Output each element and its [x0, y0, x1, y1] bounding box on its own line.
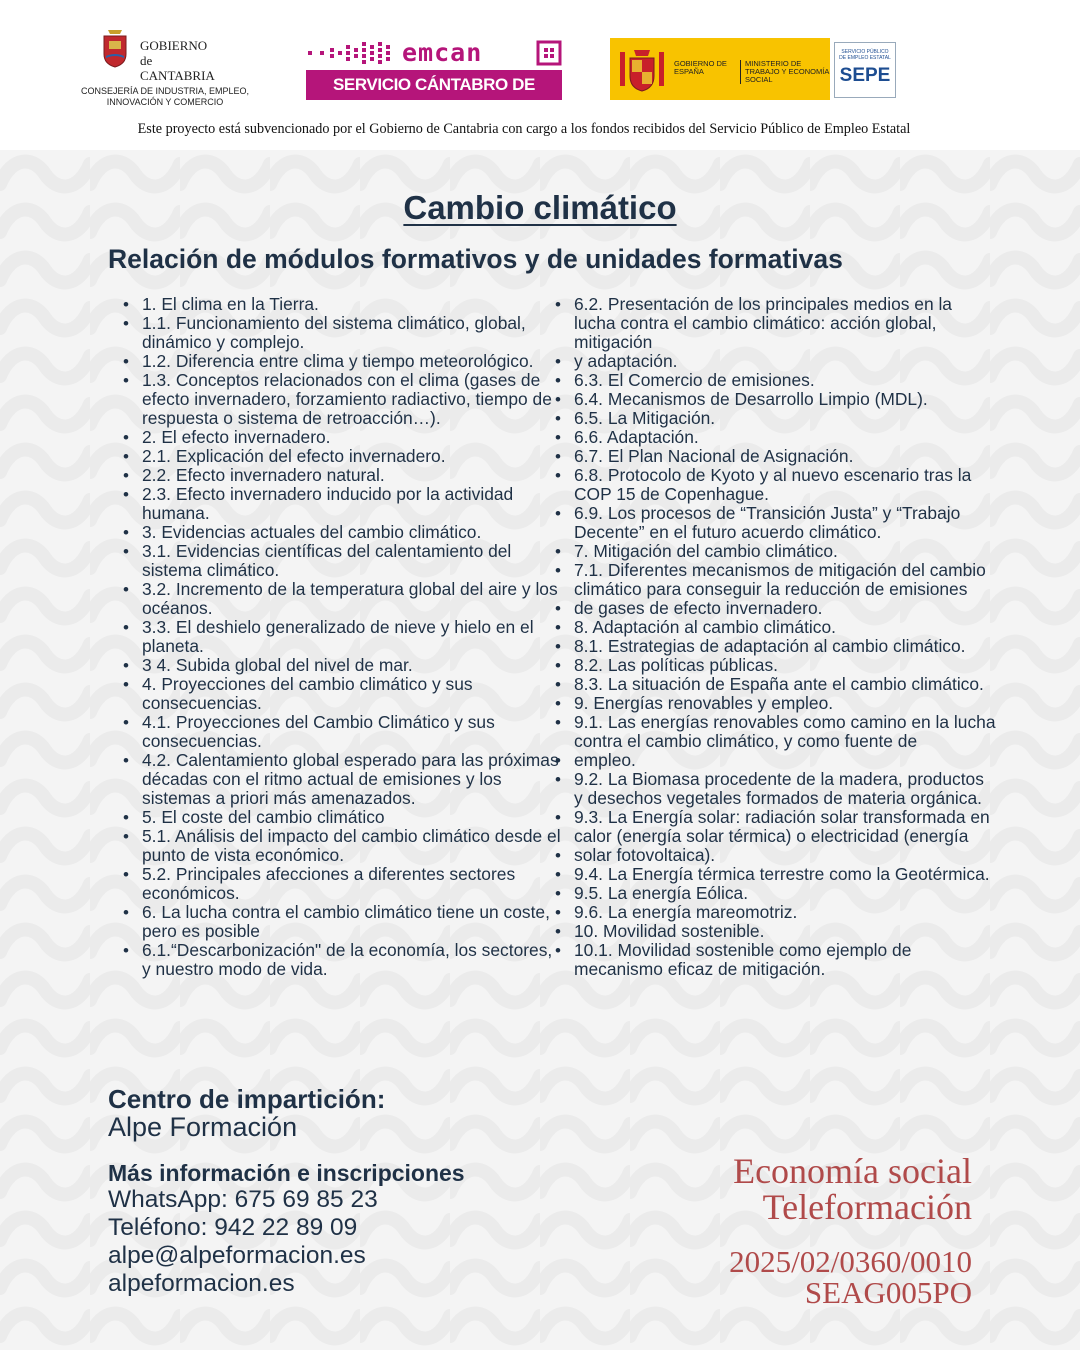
program-codes [729, 1246, 972, 1308]
module-item: • 2.3. Efecto invernadero inducido por la actividad humana. [142, 485, 562, 523]
email-link[interactable]: alpe@alpeformacion.es [108, 1242, 366, 1269]
gobierno-espana-text: GOBIERNO DE ESPAÑA [674, 59, 727, 76]
module-item: • 5.1. Análisis del impacto del cambio climático desde el punto de vista económico. [142, 827, 562, 865]
emcan-logo [306, 38, 562, 124]
module-item: • 4.2. Calentamiento global esperado para las próximas décadas con el ritmo actual de emisiones y los sistemas a priori más amenazados. [142, 751, 562, 808]
header [0, 0, 1080, 150]
emcan-wordmark: emcan [402, 38, 483, 67]
module-item: • 9.5. La energía Eólica. [574, 884, 996, 903]
emcan-bar: SERVICIO CÁNTABRO DE EMPLEO [306, 70, 562, 100]
module-item: • 10. Movilidad sostenible. [574, 922, 996, 941]
program-line-2: Teleformación [762, 1187, 972, 1227]
module-item: • 3.3. El deshielo generalizado de nieve y hielo en el planeta. [142, 618, 562, 656]
website-link[interactable]: alpeformacion.es [108, 1270, 295, 1297]
page-title: Cambio climático [403, 189, 677, 226]
cantabria-shield-icon [100, 24, 130, 68]
gobierno-espana-logo [610, 38, 830, 100]
info-heading: Más información e inscripciones [108, 1160, 465, 1186]
module-item: • 9.4. La Energía térmica terrestre como la Geotérmica. [574, 865, 996, 884]
consejeria-text: CONSEJERÍA DE INDUSTRIA, EMPLEO, INNOVACIÓN Y COMERCIO [80, 86, 250, 107]
module-item: • 3.2. Incremento de la temperatura global del aire y los océanos. [142, 580, 562, 618]
module-item: • solar fotovoltaica). [574, 846, 996, 865]
module-item: • 1.3. Conceptos relacionados con el clima (gases de efecto invernadero, forzamiento radiactivo, tiempo de respuesta o sistema de retroacción…). [142, 371, 562, 428]
module-item: • 6.4. Mecanismos de Desarrollo Limpio (MDL). [574, 390, 996, 409]
program-type [733, 1153, 972, 1225]
module-item: • 2. El efecto invernadero. [142, 428, 562, 447]
module-item: • 6.5. La Mitigación. [574, 409, 996, 428]
whatsapp-contact[interactable]: WhatsApp: 675 69 85 23 [108, 1186, 378, 1213]
module-item: • 9.6. La energía mareomotriz. [574, 903, 996, 922]
centro-heading: Centro de impartición: [108, 1084, 386, 1114]
module-item: • 6.7. El Plan Nacional de Asignación. [574, 447, 996, 466]
module-item: • 8.1. Estrategias de adaptación al cambio climático. [574, 637, 996, 656]
module-item: • 2.2. Efecto invernadero natural. [142, 466, 562, 485]
module-item: • de gases de efecto invernadero. [574, 599, 996, 618]
program-code-1: 2025/02/0360/0010 [729, 1244, 972, 1279]
phone-contact[interactable]: Teléfono: 942 22 89 09 [108, 1214, 358, 1241]
module-item: • y adaptación. [574, 352, 996, 371]
module-item: • 6. La lucha contra el cambio climático tiene un coste, pero es posible [142, 903, 562, 941]
module-item: • 4. Proyecciones del cambio climático y sus consecuencias. [142, 675, 562, 713]
cantabria-logo-text: GOBIERNO de CANTABRIA [140, 38, 215, 83]
module-item: • 9.3. La Energía solar: radiación solar transformada en calor (energía solar térmica) o electricidad (energía [574, 808, 996, 846]
module-item: • 6.8. Protocolo de Kyoto y al nuevo escenario tras la COP 15 de Copenhague. [574, 466, 996, 504]
sepe-logo [834, 42, 896, 98]
module-item: • 7.1. Diferentes mecanismos de mitigación del cambio climático para conseguir la reducción de emisiones [574, 561, 996, 599]
module-item: • empleo. [574, 751, 996, 770]
module-item: • 8.2. Las políticas públicas. [574, 656, 996, 675]
module-item: • 3.1. Evidencias científicas del calentamiento del sistema climático. [142, 542, 562, 580]
module-item: • 2.1. Explicación del efecto invernadero. [142, 447, 562, 466]
sepe-small-text: SERVICIO PÚBLICO DE EMPLEO ESTATAL [839, 49, 891, 61]
sepe-wordmark: SEPE [839, 65, 891, 86]
module-item: • 4.1. Proyecciones del Cambio Climático y sus consecuencias. [142, 713, 562, 751]
modules-subtitle: Relación de módulos formativos y de unidades formativas [108, 244, 843, 274]
module-item: • 1.1. Funcionamiento del sistema climático, global, dinámico y complejo. [142, 314, 562, 352]
modules-list-right [554, 295, 996, 979]
program-code-2: SEAG005PO [804, 1275, 972, 1310]
module-item: • 1. El clima en la Tierra. [142, 295, 562, 314]
module-item: • 8.3. La situación de España ante el cambio climático. [574, 675, 996, 694]
module-item: • 3 4. Subida global del nivel de mar. [142, 656, 562, 675]
module-item: • 1.2. Diferencia entre clima y tiempo meteorológico. [142, 352, 562, 371]
module-item: • 9. Energías renovables y empleo. [574, 694, 996, 713]
ministerio-text: MINISTERIO DE TRABAJO Y ECONOMÍA SOCIAL [740, 60, 833, 84]
module-item: • 7. Mitigación del cambio climático. [574, 542, 996, 561]
module-item: • 10.1. Movilidad sostenible como ejemplo de mecanismo eficaz de mitigación. [574, 941, 996, 979]
module-item: • 5. El coste del cambio climático [142, 808, 562, 827]
gobierno-cantabria-logo [70, 20, 260, 112]
program-line-1: Economía social [733, 1151, 972, 1191]
module-item: • 9.1. Las energías renovables como camino en la lucha contra el cambio climático, y como fuente de [574, 713, 996, 751]
modules-list-left [122, 295, 562, 979]
module-item: • 6.1.“Descarbonización" de la economía, los sectores, y nuestro modo de vida. [142, 941, 562, 979]
module-item: • 5.2. Principales afecciones a diferentes sectores económicos. [142, 865, 562, 903]
spain-coat-of-arms-icon [618, 44, 666, 94]
module-item: • 9.2. La Biomasa procedente de la madera, productos y desechos vegetales formados de materia orgánica. [574, 770, 996, 808]
module-item: • 3. Evidencias actuales del cambio climático. [142, 523, 562, 542]
subsidy-note: Este proyecto está subvencionado por el Gobierno de Cantabria con cargo a los fondos recibidos del Servicio Público de Empleo Estatal [137, 121, 911, 137]
module-item: • 6.6. Adaptación. [574, 428, 996, 447]
centro-name: Alpe Formación [108, 1112, 298, 1142]
module-item: • 6.3. El Comercio de emisiones. [574, 371, 996, 390]
module-item: • 6.2. Presentación de los principales medios en la lucha contra el cambio climático: acción global, mitigación [574, 295, 996, 352]
module-item: • 6.9. Los procesos de “Transición Justa” y “Trabajo Decente” en el futuro acuerdo climático. [574, 504, 996, 542]
module-item: • 8. Adaptación al cambio climático. [574, 618, 996, 637]
